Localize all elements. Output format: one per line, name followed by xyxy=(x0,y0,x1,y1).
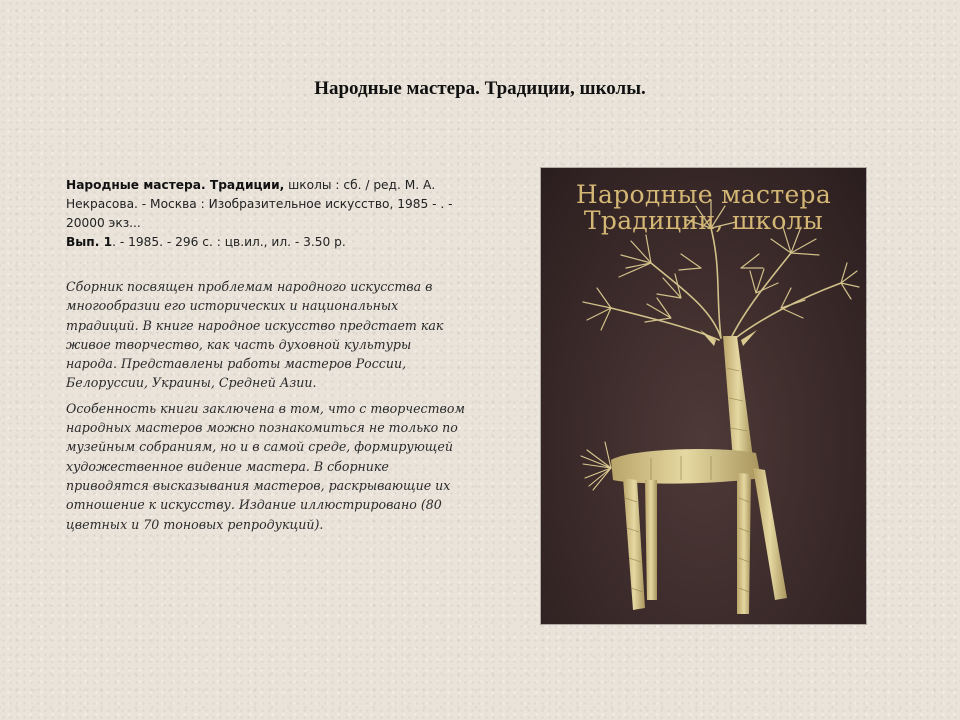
cover-title-line-2: Традиции, школы xyxy=(583,206,824,235)
record-title-rest: школы : сб. / ред. М. А. Некрасова. - Москва : Изобразительное искусство, 1985 - . - 20000 экз... xyxy=(66,178,453,230)
annotation-paragraph-2: Особенность книги заключена в том, что с творчеством народных мастеров можно познакомиться не только по музейным собраниям, но и в самой среде, формирующей художественное видение мастера. В сборнике приводятся высказывания мастеров, раскрывающие их отношение к искусству. Издание иллюстрировано (80 цветных и 70 тоновых репродукций). xyxy=(66,400,465,532)
slide-title: Народные мастера. Традиции, школы. xyxy=(314,78,646,99)
annotation-paragraph-1: Сборник посвящен проблемам народного искусства в многообразии его исторических и национальных традиций. В книге народное искусство предстает как живое творчество, как часть духовной культуры народа. Представлены работы мастеров России, Белоруссии, Украины, Средней Азии. xyxy=(66,279,444,391)
straw-deer-figure xyxy=(541,168,866,624)
book-annotation xyxy=(66,277,466,540)
record-volume-rest: . - 1985. - 296 с. : цв.ил., ил. - 3.50 р. xyxy=(112,235,346,249)
bibliographic-record xyxy=(66,176,458,252)
record-title-bold: Народные мастера. Традиции, xyxy=(66,178,285,192)
record-volume-bold: Вып. 1 xyxy=(66,235,113,249)
cover-title-line-1: Народные мастера xyxy=(575,180,832,209)
book-cover-image xyxy=(541,168,866,624)
